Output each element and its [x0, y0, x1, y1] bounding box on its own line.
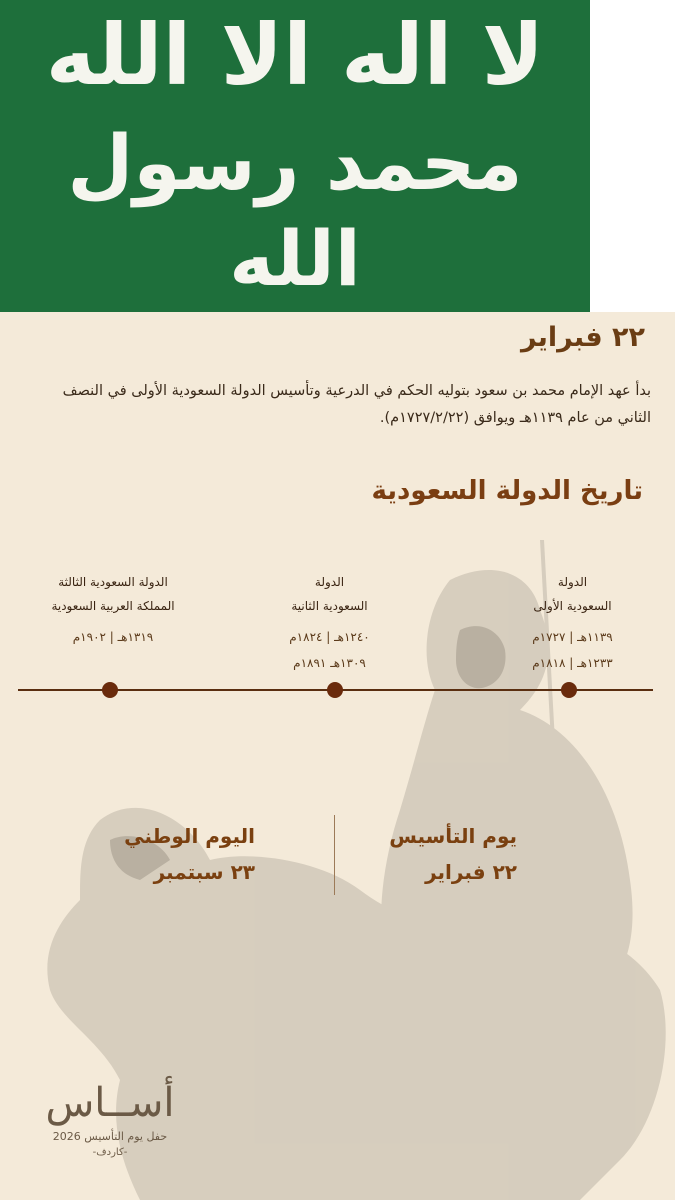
shahada-line-2: محمد رسول الله [67, 118, 523, 303]
era-third-state [28, 570, 198, 650]
logo-location-line: -كاردف- [92, 1147, 128, 1158]
era-start-date: ١٣١٩هـ | ١٩٠٢م [72, 630, 154, 644]
timeline-dot-third [102, 682, 118, 698]
era-name-line-2: السعودية الثانية [291, 599, 368, 613]
logo-event-line: حفل يوم التأسيس 2026 [52, 1130, 168, 1143]
timeline-dot-first [561, 682, 577, 698]
era-name-line-2: السعودية الأولى [533, 599, 612, 613]
founding-day-block [389, 818, 517, 890]
era-end-date: ١٣٠٩هـ ١٨٩١م [293, 656, 366, 670]
era-name-line-2: المملكة العربية السعودية [51, 599, 175, 613]
asas-logo [30, 1078, 190, 1160]
founding-day-date: ٢٢ فبراير [425, 860, 517, 884]
timeline-dot-second [327, 682, 343, 698]
history-title: تاريخ الدولة السعودية [371, 476, 643, 506]
era-name-line-1: الدولة [557, 575, 588, 589]
days-divider [334, 815, 335, 895]
era-second-state [262, 570, 397, 676]
era-start-date: ١٢٤٠هـ | ١٨٢٤م [289, 630, 370, 644]
founding-day-label: يوم التأسيس [389, 824, 517, 848]
saudi-flag-banner [0, 0, 590, 312]
era-name-line-1: الدولة السعودية الثالثة [58, 575, 168, 589]
era-name-line-1: الدولة [314, 575, 345, 589]
era-start-date: ١١٣٩هـ | ١٧٢٧م [532, 630, 613, 644]
logo-mark: أســاس [45, 1080, 175, 1126]
shahada-line-1: لا اله الا الله [45, 6, 545, 104]
era-end-date: ١٢٣٣هـ | ١٨١٨م [532, 656, 613, 670]
date-heading: ٢٢ فبراير [520, 322, 645, 353]
national-day-label: اليوم الوطني [124, 824, 255, 848]
intro-paragraph: بدأ عهد الإمام محمد بن سعود بتوليه الحكم في الدرعية وتأسيس الدولة السعودية الأولى في النصف الثاني من عام ١١٣٩هـ ويوافق (١٧٢٧/٢/٢٢م). [62, 383, 651, 426]
era-first-state [505, 570, 640, 676]
national-day-block [124, 818, 255, 890]
national-day-date: ٢٣ سبتمبر [153, 860, 255, 884]
